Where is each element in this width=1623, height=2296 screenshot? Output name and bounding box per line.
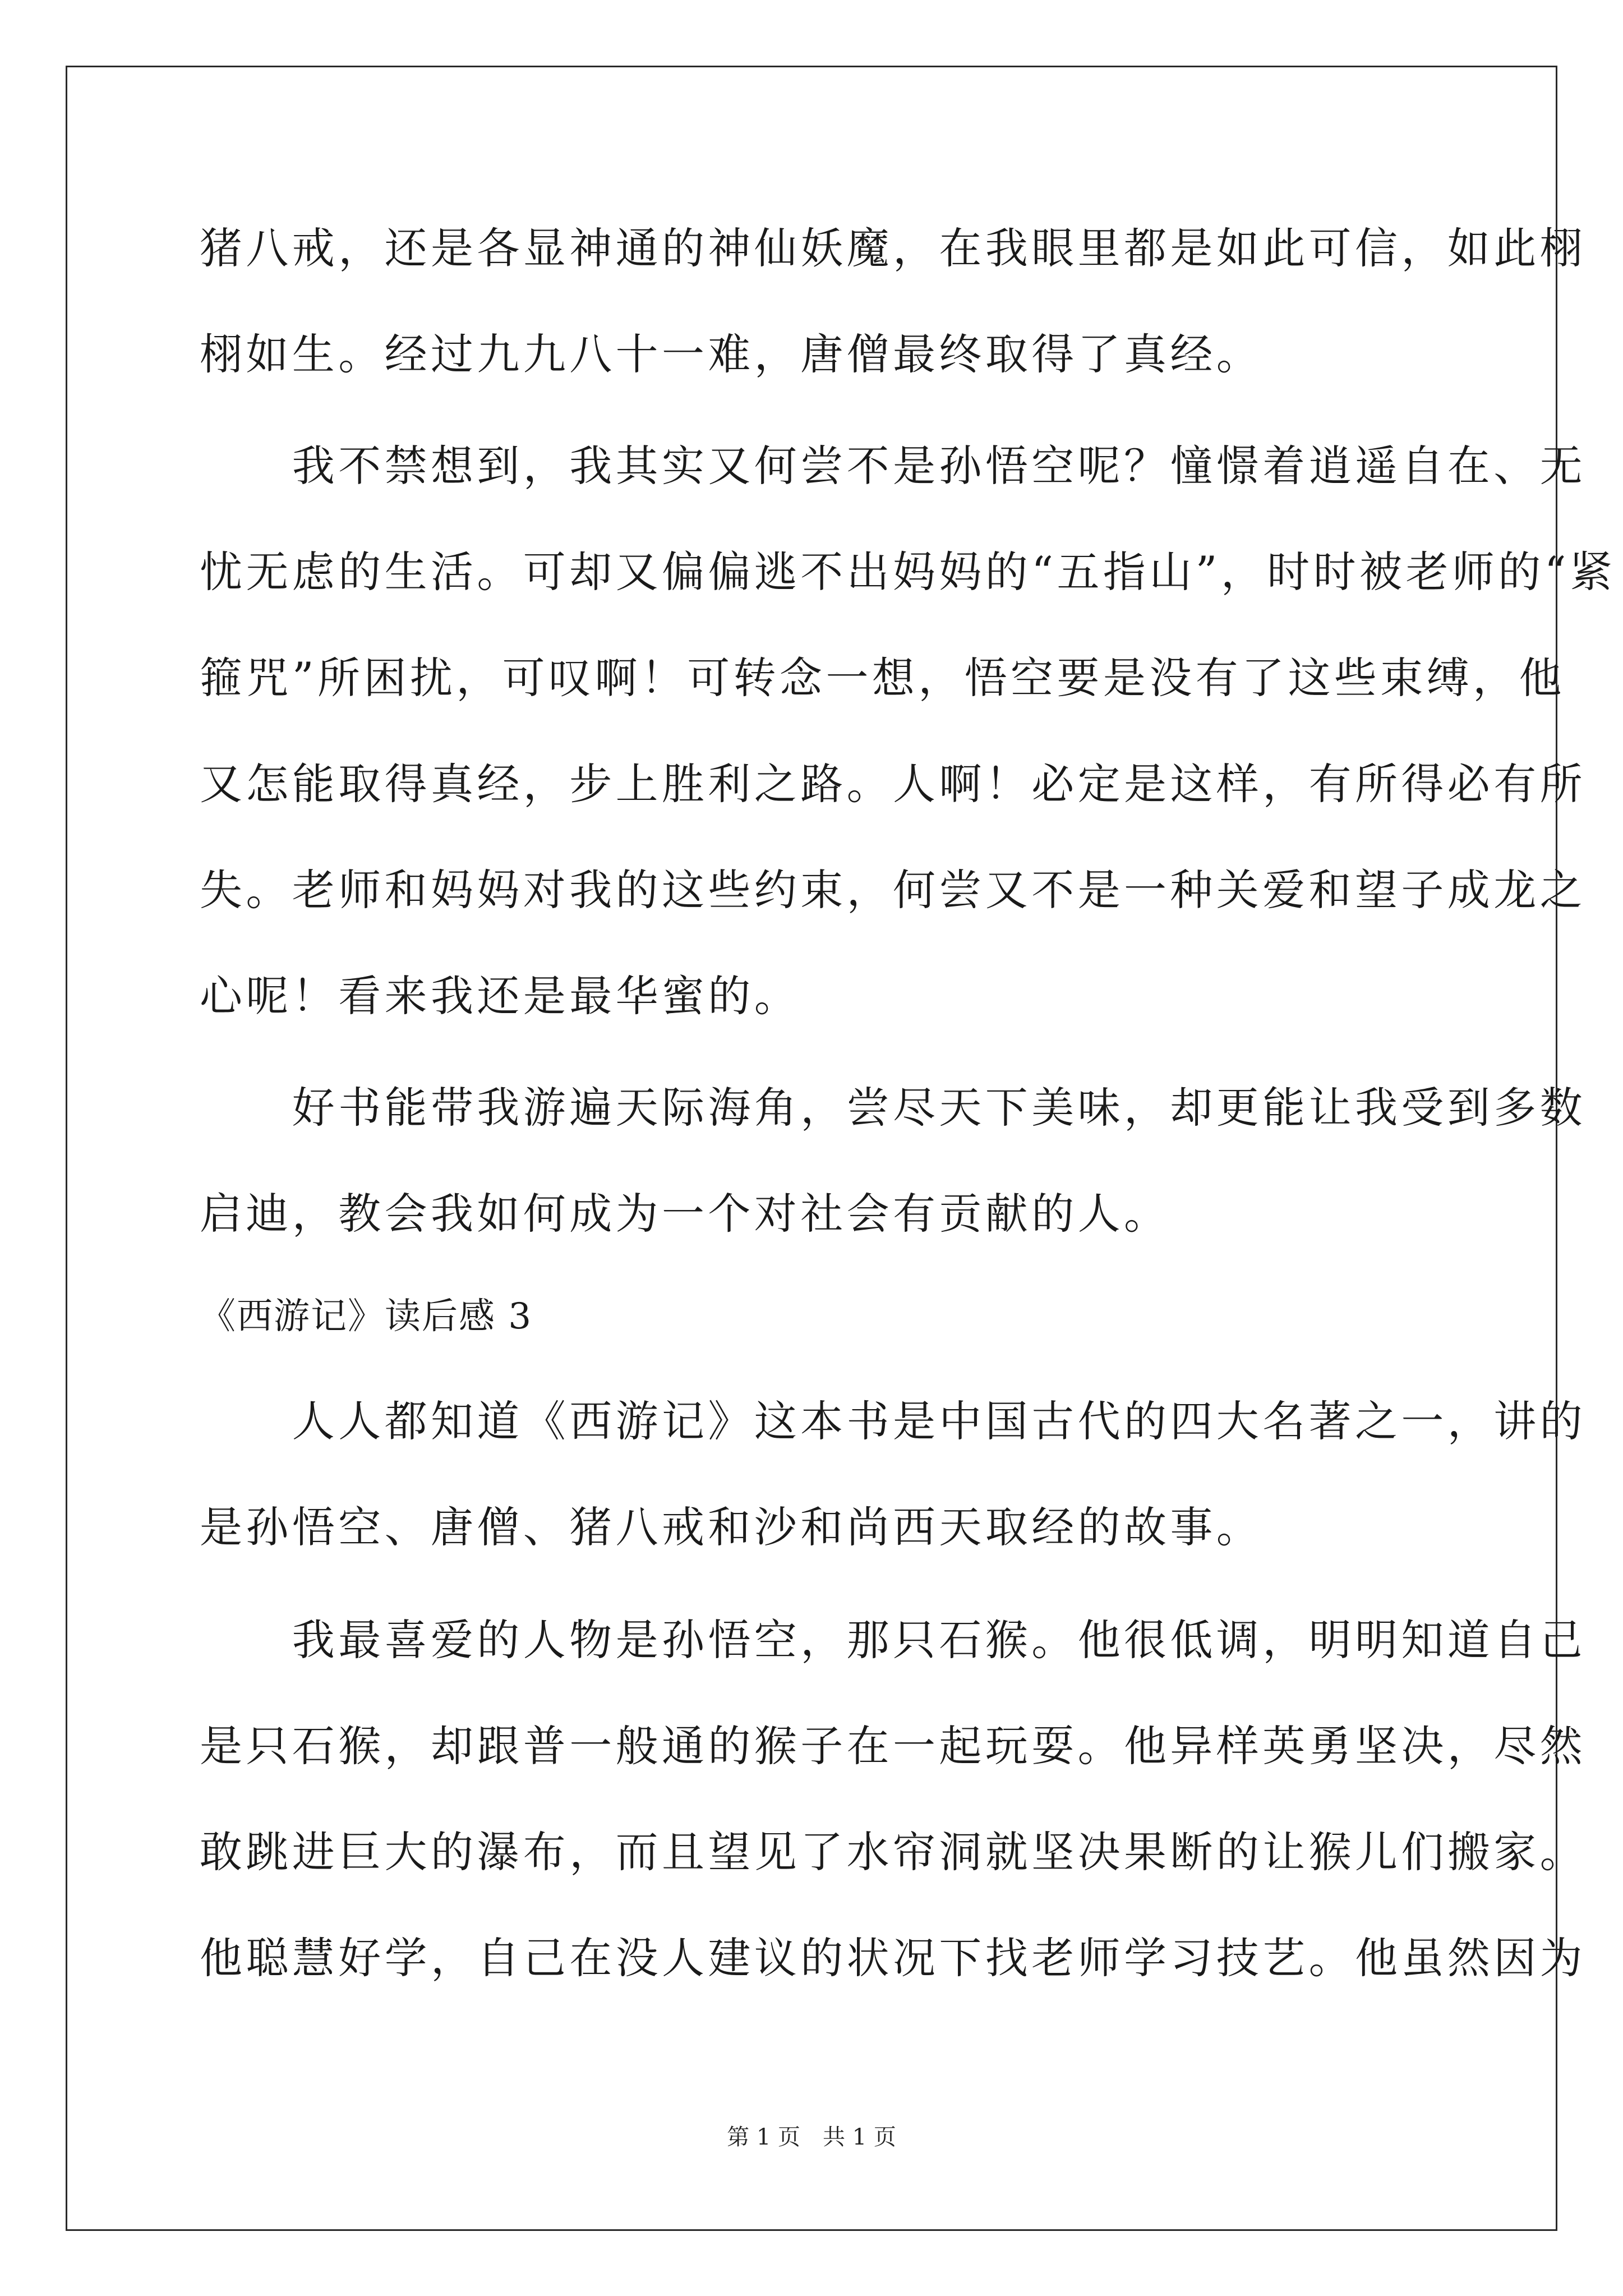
text-line: 他聪慧好学，自己在没人建议的状况下找老师学习技艺。他虽然因为 — [200, 1933, 1586, 1983]
text-line: 人人都知道《西游记》这本书是中国古代的四大名著之一，讲的 — [200, 1396, 1586, 1446]
text-line: 敢跳进巨大的瀑布，而且望见了水帘洞就坚决果断的让猴儿们搬家。 — [200, 1827, 1586, 1877]
text-line: 启迪，教会我如何成为一个对社会有贡献的人。 — [200, 1189, 1170, 1239]
text-line: 我最喜爱的人物是孙悟空，那只石猴。他很低调，明明知道自己 — [200, 1615, 1586, 1665]
text-line: 失。老师和妈妈对我的这些约束，何尝又不是一种关爱和望子成龙之 — [200, 865, 1586, 915]
text-line: 心呢！看来我还是最华蜜的。 — [200, 971, 801, 1021]
text-line: 好书能带我游遍天际海角，尝尽天下美味，却更能让我受到多数 — [200, 1083, 1586, 1133]
text-line: 栩如生。经过九九八十一难，唐僧最终取得了真经。 — [200, 329, 1263, 379]
text-line: 是只石猴，却跟普一般通的猴子在一起玩耍。他异样英勇坚决，尽然 — [200, 1721, 1586, 1771]
section-heading: 《西游记》读后感 3 — [200, 1296, 533, 1337]
page-number: 第 1 页 共 1 页 — [727, 2124, 896, 2150]
text-line: 猪八戒，还是各显神通的神仙妖魔，在我眼里都是如此可信，如此栩 — [200, 223, 1586, 273]
text-line: 我不禁想到，我其实又何尝不是孙悟空呢？憧憬着逍遥自在、无 — [200, 441, 1586, 491]
page-border — [66, 66, 1557, 2231]
text-line: 是孙悟空、唐僧、猪八戒和沙和尚西天取经的故事。 — [200, 1502, 1263, 1552]
text-line: 又怎能取得真经，步上胜利之路。人啊！必定是这样，有所得必有所 — [200, 759, 1586, 809]
text-line: 忧无虑的生活。可却又偏偏逃不出妈妈的“五指山”，时时被老师的“紧 — [200, 547, 1616, 597]
text-line: 箍咒”所困扰，可叹啊！可转念一想，悟空要是没有了这些束缚，他 — [200, 653, 1565, 703]
